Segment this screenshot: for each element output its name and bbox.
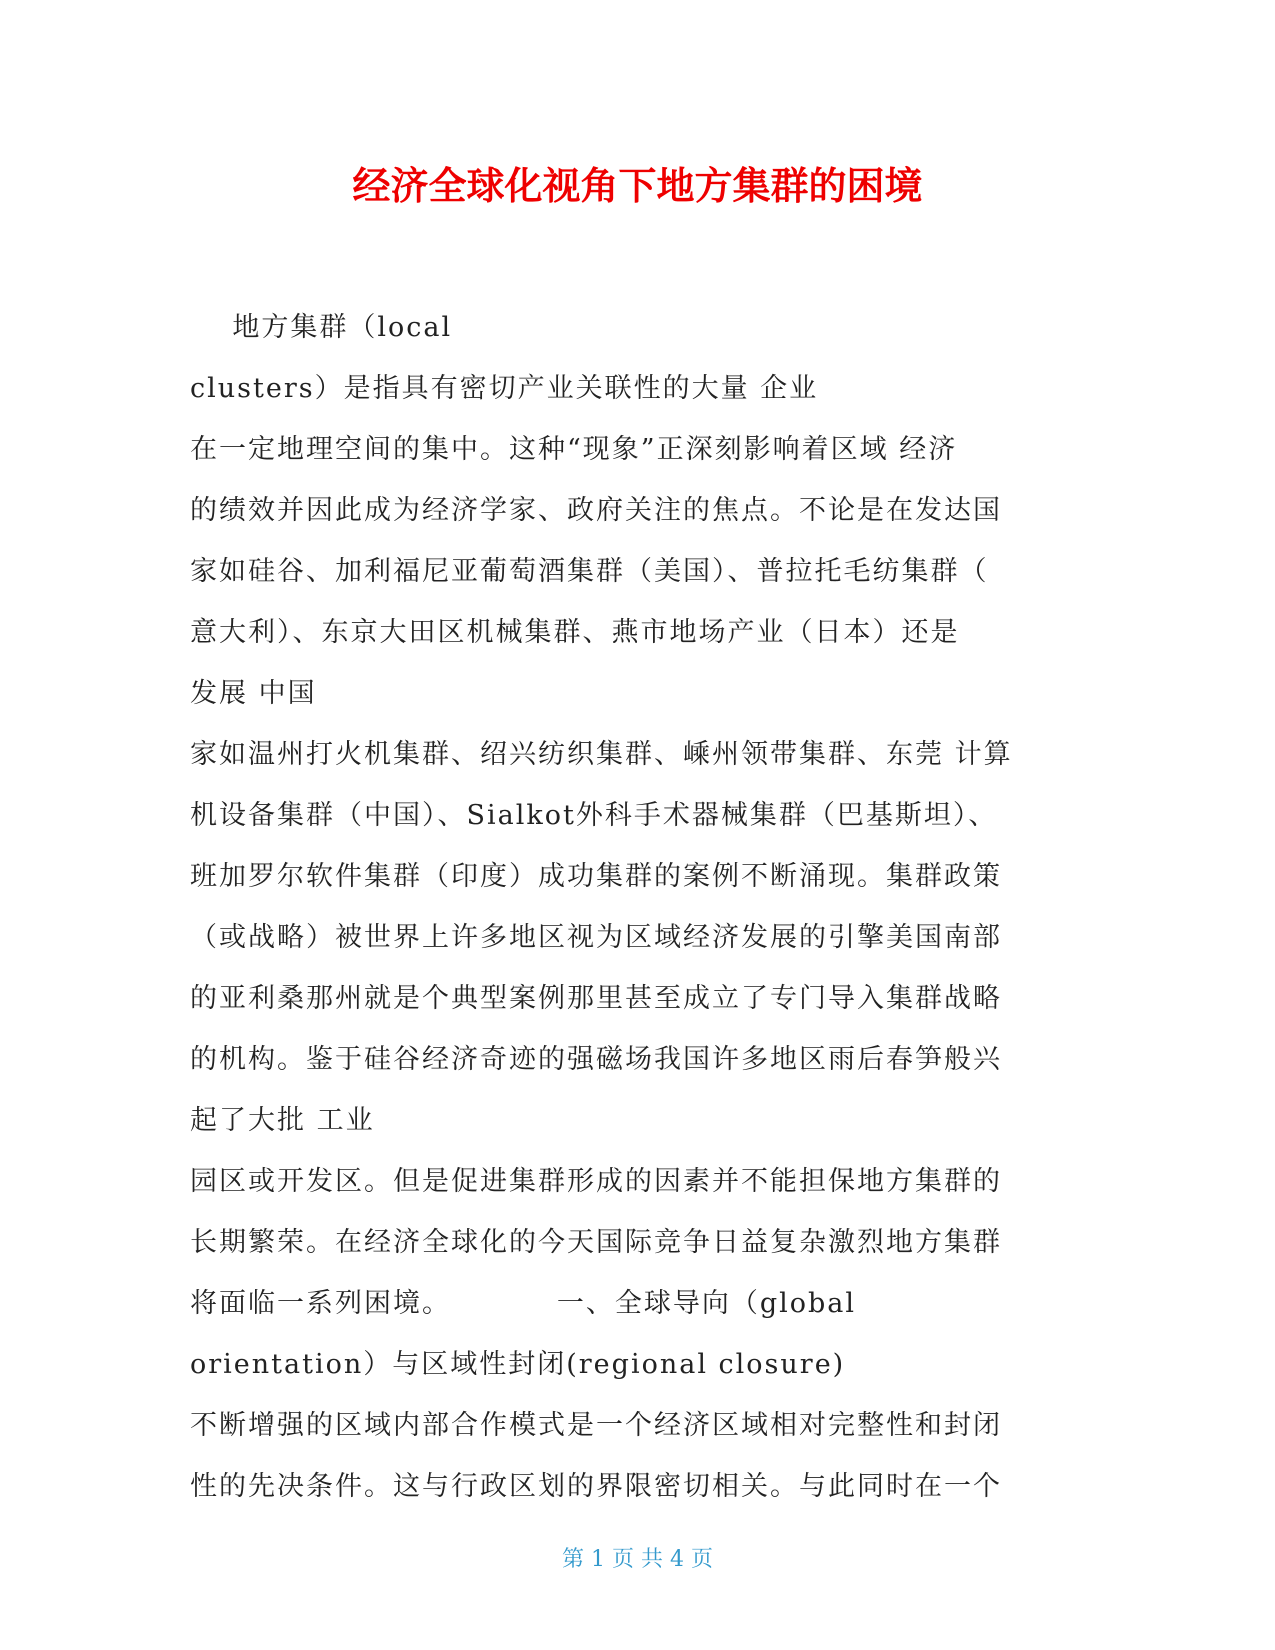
- body-line: 在一定地理空间的集中。这种“现象”正深刻影响着区域 经济: [190, 434, 958, 465]
- body-line: 的机构。鉴于硅谷经济奇迹的强磁场我国许多地区雨后春笋般兴: [190, 1044, 1002, 1075]
- body-line: 班加罗尔软件集群（印度）成功集群的案例不断涌现。集群政策: [190, 861, 1002, 892]
- body-line: （或战略）被世界上许多地区视为区域经济发展的引擎美国南部: [190, 922, 1002, 953]
- body-line: 将面临一系列困境。 一、全球导向（global: [190, 1288, 857, 1319]
- body-line: 园区或开发区。但是促进集群形成的因素并不能担保地方集群的: [190, 1166, 1002, 1197]
- body-line: 起了大批 工业: [190, 1105, 375, 1136]
- page-number-footer: 第 1 页 共 4 页: [562, 1547, 713, 1572]
- body-line: 发展 中国: [190, 678, 317, 709]
- body-line: 家如温州打火机集群、绍兴纺织集群、嵊州领带集群、东莞 计算: [190, 739, 1013, 770]
- body-line: 长期繁荣。在经济全球化的今天国际竞争日益复杂激烈地方集群: [190, 1227, 1002, 1258]
- body-line: 的绩效并因此成为经济学家、政府关注的焦点。不论是在发达国: [190, 495, 1002, 526]
- body-line: clusters）是指具有密切产业关联性的大量 企业: [190, 373, 819, 404]
- document-title: 经济全球化视角下地方集群的困境: [352, 164, 923, 208]
- body-line: 机设备集群（中国）、Sialkot外科手术器械集群（巴基斯坦）、: [190, 800, 998, 831]
- body-line: 性的先决条件。这与行政区划的界限密切相关。与此同时在一个: [190, 1471, 1002, 1502]
- body-line: 家如硅谷、加利福尼亚葡萄酒集群（美国）、普拉托毛纺集群（: [190, 556, 989, 587]
- body-line: orientation）与区域性封闭(regional closure): [190, 1349, 846, 1380]
- body-line: 不断增强的区域内部合作模式是一个经济区域相对完整性和封闭: [190, 1410, 1002, 1441]
- body-line: 地方集群（local: [190, 312, 453, 343]
- document-body: [190, 297, 1090, 1517]
- body-line: 的亚利桑那州就是个典型案例那里甚至成立了专门导入集群战略: [190, 983, 1002, 1014]
- body-line: 意大利）、东京大田区机械集群、燕市地场产业（日本）还是: [190, 617, 960, 648]
